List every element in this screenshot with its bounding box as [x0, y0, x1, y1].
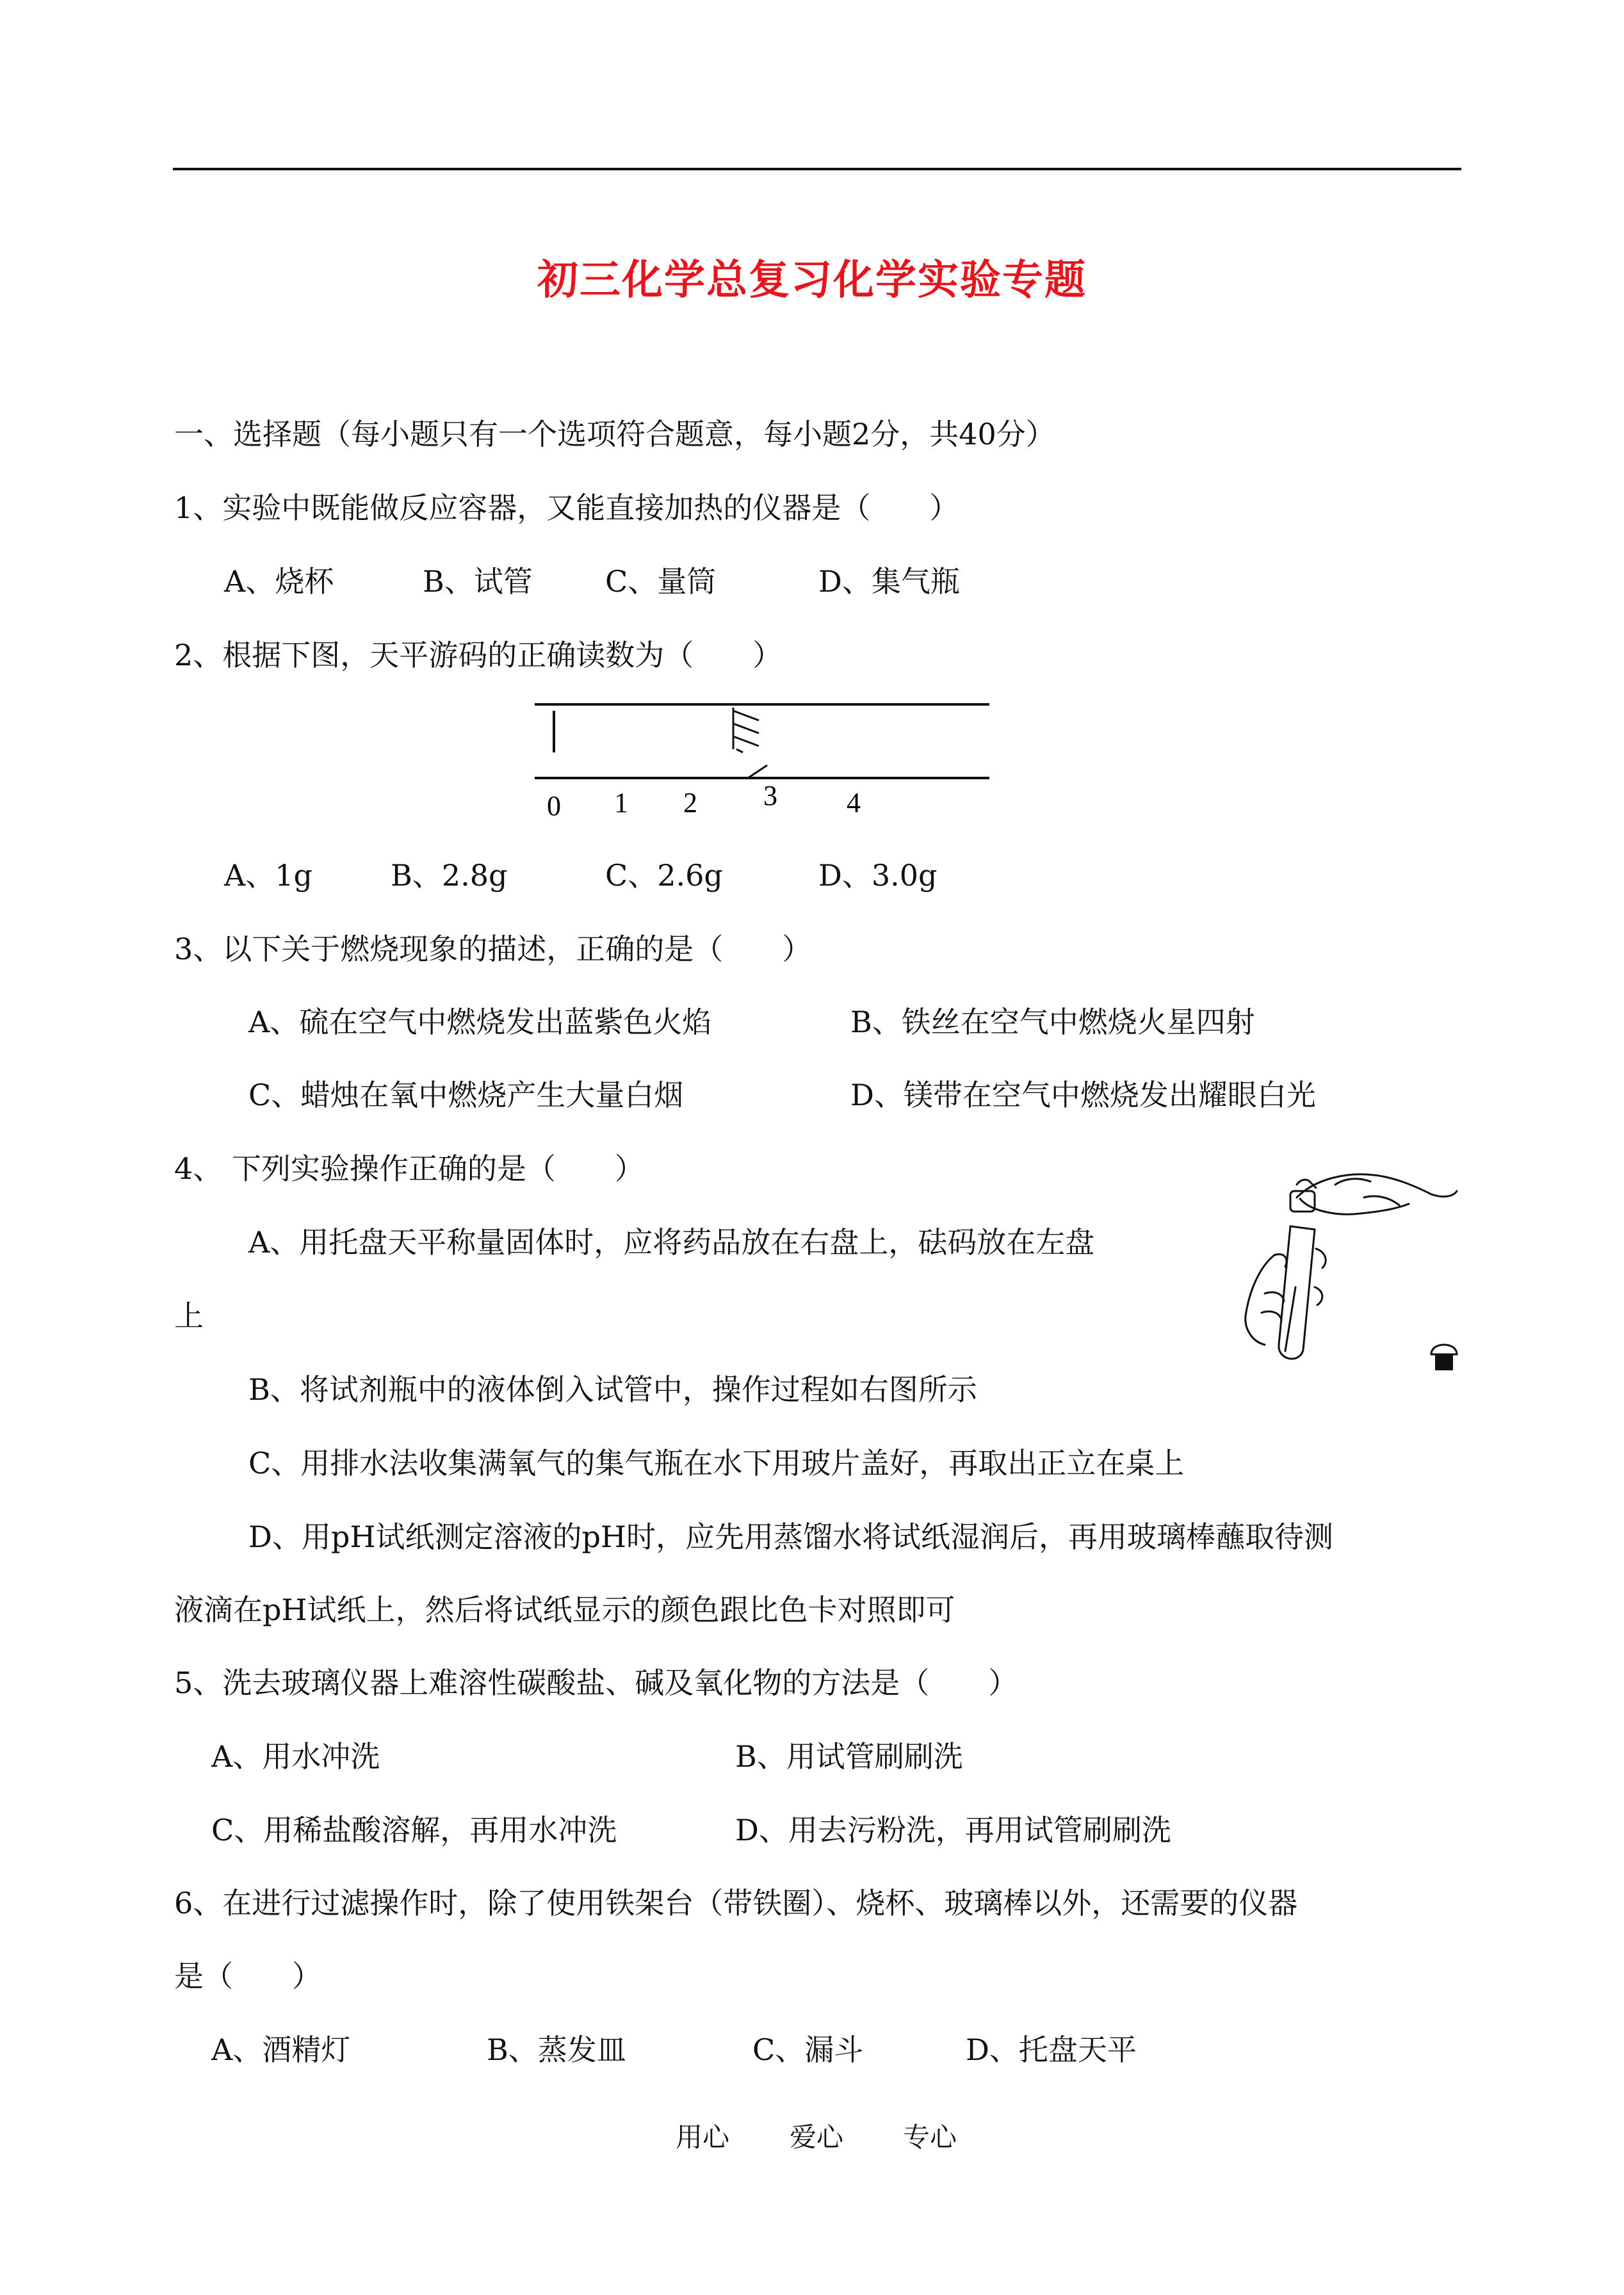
- q4-option-b: B、将试剂瓶中的液体倒入试管中，操作过程如右图所示: [248, 1372, 977, 1407]
- rider-weight: [733, 708, 767, 778]
- q6-option-b: B、蒸发皿: [487, 2032, 626, 2067]
- footer-text-2: 爱心: [790, 2121, 844, 2153]
- q5-option-a: A、用水冲洗: [211, 1739, 380, 1774]
- hand-outline-icon: [1297, 1174, 1457, 1197]
- q2-option-c: C、2.6g: [605, 858, 723, 893]
- q3-option-a: A、硫在空气中燃烧发出蓝紫色火焰: [248, 1005, 712, 1039]
- q6-option-a: A、酒精灯: [211, 2032, 351, 2067]
- pouring-liquid-illustration: [1239, 1159, 1460, 1377]
- page-title: 初三化学总复习化学实验专题: [537, 256, 1087, 304]
- q2-option-d: D、3.0g: [818, 858, 938, 893]
- scale-label-3: 3: [763, 780, 777, 811]
- q2-option-b: B、2.8g: [391, 858, 508, 893]
- q5-option-c: C、用稀盐酸溶解，再用水冲洗: [211, 1813, 617, 1847]
- question-2-stem: 2、根据下图，天平游码的正确读数为（ ）: [174, 638, 783, 672]
- q3-option-d: D、镁带在空气中燃烧发出耀眼白光: [850, 1078, 1316, 1112]
- q4-option-a-line2: 上: [174, 1299, 204, 1333]
- balance-rider-diagram: [525, 695, 999, 823]
- scale-label-0: 0: [547, 790, 561, 822]
- q1-option-a: A、烧杯: [224, 564, 334, 599]
- bottle-cap-icon: [1431, 1345, 1457, 1370]
- scale-label-1: 1: [614, 787, 628, 818]
- q4-option-d-line2: 液滴在pH试纸上，然后将试纸显示的颜色跟比色卡对照即可: [174, 1593, 955, 1627]
- question-4-stem: 4、 下列实验操作正确的是（ ）: [174, 1151, 644, 1186]
- test-tube-icon: [1279, 1226, 1315, 1359]
- header-rule: [173, 168, 1461, 170]
- scale-label-4: 4: [847, 787, 861, 818]
- q4-option-d-line1: D、用pH试纸测定溶液的pH时，应先用蒸馏水将试纸湿润后，再用玻璃棒蘸取待测: [248, 1520, 1334, 1554]
- q3-option-c: C、蜡烛在氧中燃烧产生大量白烟: [248, 1078, 684, 1112]
- q6-option-d: D、托盘天平: [966, 2032, 1137, 2067]
- question-1-stem: 1、实验中既能做反应容器，又能直接加热的仪器是（ ）: [174, 491, 959, 525]
- section-heading: 一、选择题（每小题只有一个选项符合题意，每小题2分，共40分）: [174, 417, 1055, 451]
- q4-option-c: C、用排水法收集满氧气的集气瓶在水下用玻片盖好，再取出正立在桌上: [248, 1446, 1185, 1480]
- q4-option-a-line1: A、用托盘天平称量固体时，应将药品放在右盘上，砝码放在左盘: [248, 1225, 1095, 1260]
- q3-option-b: B、铁丝在空气中燃烧火星四射: [850, 1005, 1255, 1039]
- q1-option-d: D、集气瓶: [818, 564, 960, 599]
- question-5-stem: 5、洗去玻璃仪器上难溶性碳酸盐、碱及氧化物的方法是（ ）: [174, 1666, 1018, 1700]
- question-6-stem-line2: 是（ ）: [174, 1959, 321, 1993]
- q1-option-b: B、试管: [423, 564, 533, 599]
- q2-option-a: A、1g: [224, 858, 313, 893]
- scale-label-2: 2: [683, 787, 697, 818]
- footer-text-1: 用心: [676, 2121, 730, 2153]
- q1-option-c: C、量筒: [605, 564, 717, 599]
- question-3-stem: 3、以下关于燃烧现象的描述，正确的是（ ）: [174, 932, 812, 966]
- q5-option-b: B、用试管刷刷洗: [735, 1739, 963, 1774]
- q5-option-d: D、用去污粉洗，再用试管刷刷洗: [735, 1813, 1171, 1847]
- footer-text-3: 专心: [903, 2121, 957, 2153]
- question-6-stem-line1: 6、在进行过滤操作时，除了使用铁架台（带铁圈）、烧杯、玻璃棒以外，还需要的仪器: [174, 1886, 1298, 1920]
- q6-option-c: C、漏斗: [752, 2032, 864, 2067]
